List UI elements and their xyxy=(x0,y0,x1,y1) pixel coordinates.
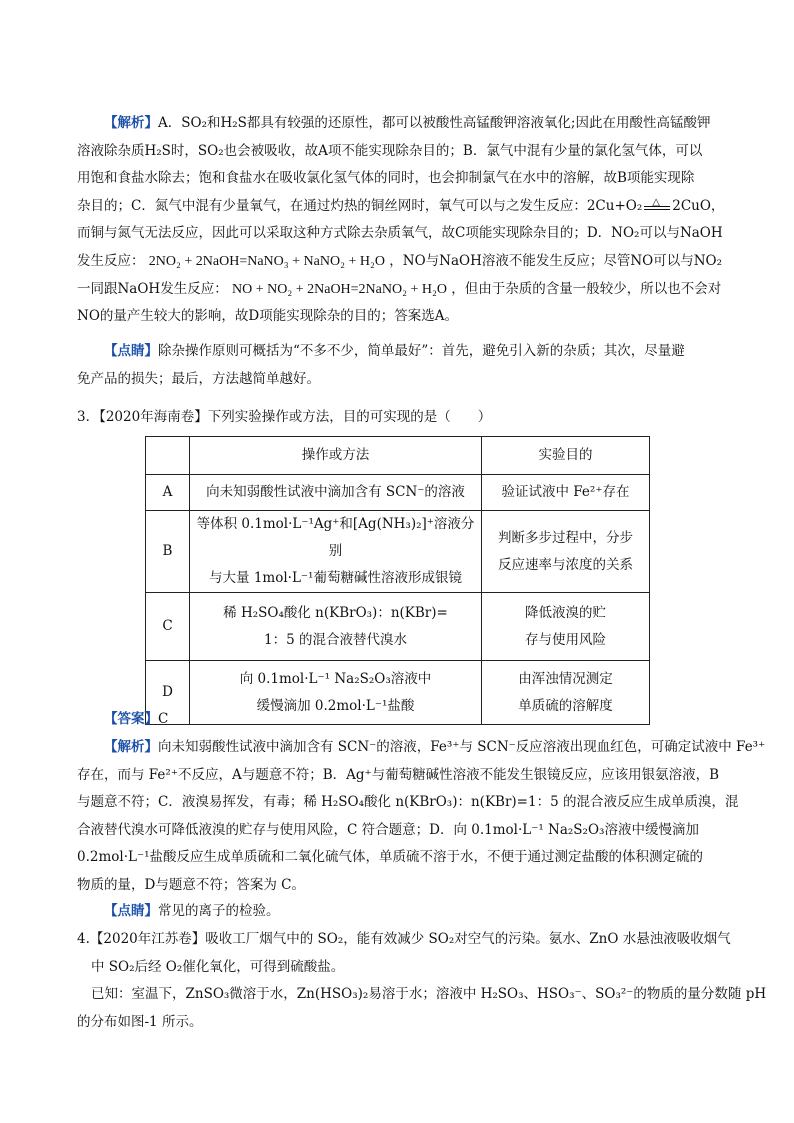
analysis-2 xyxy=(77,734,766,900)
analysis-1-line: NO的量产生较大的影响，故D项能实现除杂的目的；答案选A。 xyxy=(77,308,458,325)
row-operation: 等体积 0.1mol·L⁻¹Ag⁺和[Ag(NH₃)₂]⁺溶液分别 与大量 1mol·L⁻¹葡萄糖碱性溶液形成银镜 xyxy=(190,511,482,593)
analysis-tag: 【解析】 xyxy=(104,739,158,755)
analysis-2-line: 与题意不符；C．液溴易挥发，有毒；稀 H₂SO₄酸化 n(KBrO₃)：n(KBr)=1：5 的混合液反应生成单质溴，混 xyxy=(77,794,739,811)
table-row xyxy=(146,593,650,661)
tip-tag: 【点睛】 xyxy=(104,343,158,359)
equation-no-no2-naoh: NO + NO₂ + 2NaOH=2NaNO₂ + H₂O xyxy=(232,281,447,297)
tip-tag: 【点睛】 xyxy=(104,903,158,919)
row-operation: 向未知弱酸性试液中滴加含有 SCN⁻的溶液 xyxy=(190,475,482,511)
analysis-1-line: 溶液除杂质H₂S时，SO₂也会被吸收，故A项不能实现除杂目的；B．氯气中混有少量的氯化氢气体，可以 xyxy=(77,142,703,159)
equation-no2-naoh: 2NO₂ + 2NaOH=NaNO₃ + NaNO₂ + H₂O xyxy=(148,253,385,269)
answer-tag: 【答案】 xyxy=(104,711,158,727)
analysis-tag: 【解析】 xyxy=(104,115,158,131)
row-key: D xyxy=(146,661,190,725)
analysis-1-line: 发生反应： 2NO₂ + 2NaOH=NaNO₃ + NaNO₂ + H₂O ，NO与NaOH溶液不能发生反应；尽管NO可以与NO₂ xyxy=(77,252,723,269)
table-row xyxy=(146,511,650,593)
question-4-line: 4.【2020年江苏卷】吸收工厂烟气中的 SO₂，能有效减少 SO₂对空气的污染。氨水、ZnO 水悬浊液吸收烟气 xyxy=(77,931,731,947)
tip-1 xyxy=(77,338,723,393)
equation-cu-o2: 2Cu+O₂ xyxy=(586,197,643,214)
row-goal: 验证试液中 Fe²⁺存在 xyxy=(482,475,650,511)
delta-symbol: △ xyxy=(652,196,660,208)
question-4-line: 已知：室温下，ZnSO₃微溶于水，Zn(HSO₃)₂易溶于水；溶液中 H₂SO₃、HSO₃⁻、SO₃²⁻的物质的量分数随 pH xyxy=(91,986,767,1003)
table-row xyxy=(146,475,650,511)
row-key: A xyxy=(146,475,190,511)
row-operation: 向 0.1mol·L⁻¹ Na₂S₂O₃溶液中 缓慢滴加 0.2mol·L⁻¹盐酸 xyxy=(190,661,482,725)
analysis-1-line: 而铜与氮气无法反应，因此可以采取这种方式除去杂质氧气，故C项能实现除杂目的；D．NO₂可以与NaOH xyxy=(77,225,723,242)
row-goal: 由浑浊情况测定 单质硫的溶解度 xyxy=(482,661,650,725)
row-operation: 稀 H₂SO₄酸化 n(KBrO₃)：n(KBr)= 1：5 的混合液替代溴水 xyxy=(190,593,482,661)
answer-line xyxy=(77,706,723,734)
question-4-line: 中 SO₂后经 O₂催化氧化，可得到硫酸盐。 xyxy=(91,958,345,975)
analysis-2-line: 【解析】向未知弱酸性试液中滴加含有 SCN⁻的溶液，Fe³⁺与 SCN⁻反应溶液出现血红色，可确定试液中 Fe³⁺ xyxy=(104,739,766,755)
analysis-1-line: 一同跟NaOH发生反应： NO + NO₂ + 2NaOH=2NaNO₂ + H₂O ，但由于杂质的含量一般较少，所以也不会对 xyxy=(77,280,722,297)
tip-1-line: 【点睛】除杂操作原则可概括为“不多不少，简单最好”：首先，避免引入新的杂质；其次，尽量避 xyxy=(104,343,685,359)
row-goal: 降低液溴的贮 存与使用风险 xyxy=(482,593,650,661)
analysis-2-line: 物质的量，D与题意不符；答案为 C。 xyxy=(77,876,305,893)
question-4 xyxy=(77,926,767,1036)
answer-value: C xyxy=(158,711,169,727)
question-number: 4. xyxy=(77,931,90,947)
table-header-cell: 实验目的 xyxy=(482,437,650,475)
analysis-1-line: 用饱和食盐水除去；饱和食盐水在吸收氯化氢气体的同时，也会抑制氯气在水中的溶解，故B项能实现除 xyxy=(77,170,695,187)
row-goal: 判断多步过程中，分步 反应速率与浓度的关系 xyxy=(482,511,650,593)
question-3 xyxy=(77,404,723,432)
row-key: C xyxy=(146,593,190,661)
tip-2 xyxy=(77,898,723,926)
question-source: 【2020年海南卷】 xyxy=(99,409,208,425)
table-header-cell: 操作或方法 xyxy=(190,437,482,475)
table-header-cell xyxy=(146,437,190,475)
heat-condition xyxy=(644,196,670,210)
tip-1-line: 免产品的损失；最后，方法越简单越好。 xyxy=(77,370,320,387)
question-number: 3． xyxy=(77,409,100,425)
table-header-row xyxy=(146,437,650,475)
analysis-2-line: 0.2mol·L⁻¹盐酸反应生成单质硫和二氧化硫气体，单质硫不溶于水，不便于通过测定盐酸的体积测定硫的 xyxy=(77,849,704,866)
question-source: 【2020年江苏卷】 xyxy=(89,931,206,947)
equation-cuo: 2CuO， xyxy=(672,197,725,214)
answer xyxy=(77,706,723,734)
question-3-stem: 3．【2020年海南卷】下列实验操作或方法，目的可实现的是（ ） xyxy=(77,409,492,425)
experiment-table xyxy=(145,436,650,725)
question-4-line: 的分布如图-1 所示。 xyxy=(77,1013,203,1030)
tip-2-line: 【点睛】常见的离子的检验。 xyxy=(104,903,280,919)
analysis-1-line: 【解析】A．SO₂和H₂S都具有较强的还原性，都可以被酸性高锰酸钾溶液氧化;因此在用酸性高锰酸钾 xyxy=(104,115,711,131)
row-key: B xyxy=(146,511,190,593)
analysis-1 xyxy=(77,110,723,331)
analysis-2-line: 存在，而与 Fe²⁺不反应，A与题意不符；B．Ag⁺与葡萄糖碱性溶液不能发生银镜反应，应该用银氨溶液，B xyxy=(77,766,720,783)
analysis-2-line: 合液替代溴水可降低液溴的贮存与使用风险，C 符合题意；D．向 0.1mol·L⁻¹ Na₂S₂O₃溶液中缓慢滴加 xyxy=(77,821,699,838)
analysis-1-line: 杂目的；C．氮气中混有少量氧气，在通过灼热的铜丝网时，氧气可以与之发生反应：2Cu+O₂ △ 2CuO， xyxy=(77,193,723,221)
